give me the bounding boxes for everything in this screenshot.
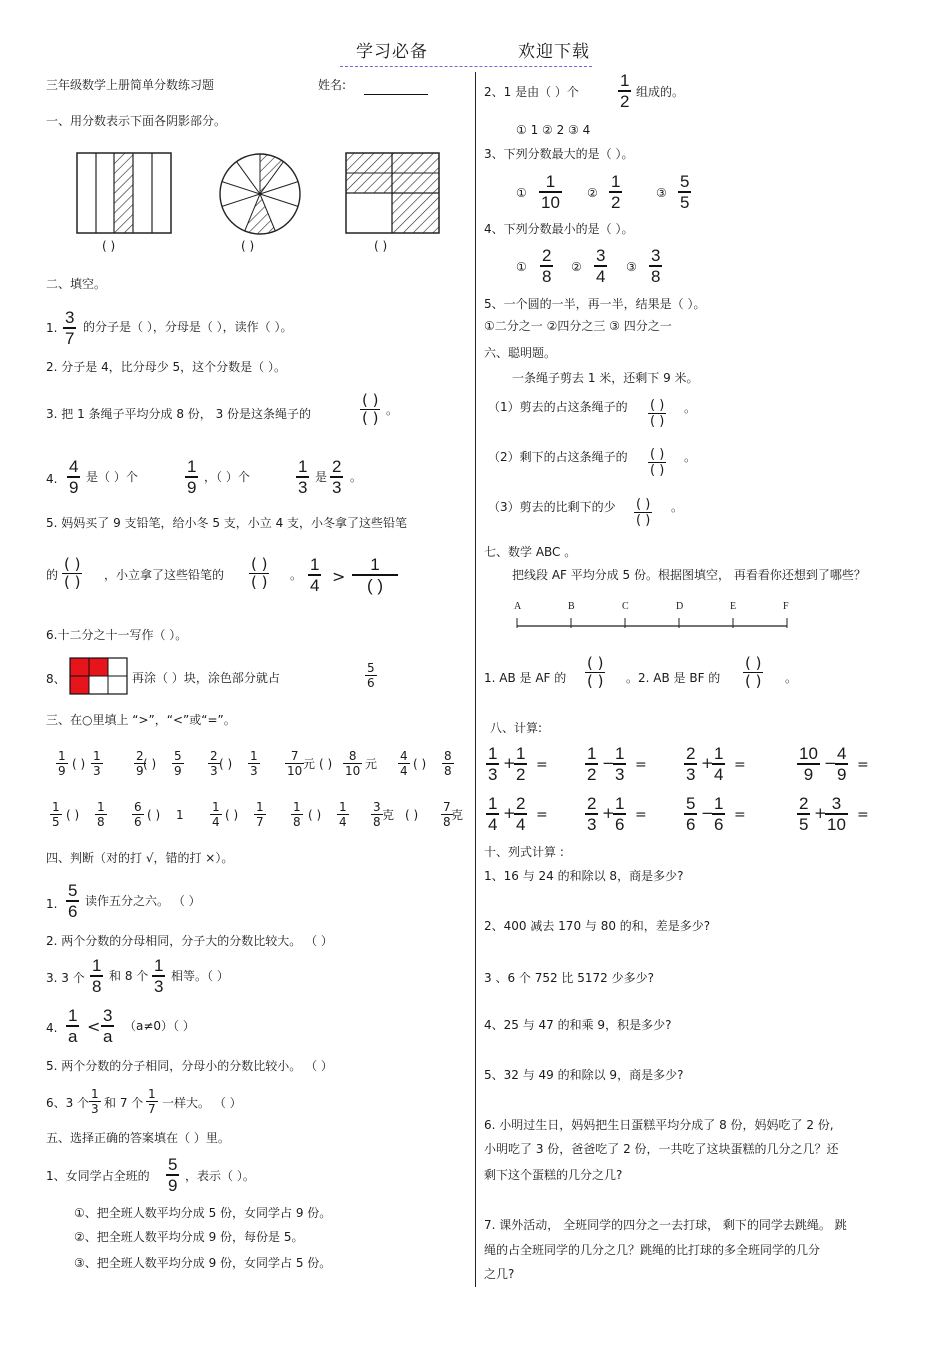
- fig1-answer[interactable]: ( ): [102, 239, 116, 253]
- s2-q4-frac4: 2 3: [332, 457, 342, 497]
- calc-5-equals: =: [536, 807, 548, 823]
- s3-r1-b5: 8 8: [444, 749, 452, 778]
- calc-7-operator: −: [701, 804, 714, 822]
- s3-r2-b4: 1 4: [339, 800, 347, 829]
- s4-q2: 2. 两个分数的分母相同，分子大的分数比较大。 （ ）: [46, 934, 333, 948]
- calc-3-equals: =: [734, 757, 746, 773]
- rect-strips-figure: [76, 152, 172, 234]
- square-grid-figure: [345, 152, 440, 234]
- s10-heading: 十、列式计算 :: [484, 845, 564, 859]
- s2-q2: 2. 分子是 4，比分母少 5，这个分数是（ ）。: [46, 360, 286, 374]
- s3-r2-a4: 1 8: [293, 800, 301, 829]
- s3-r2-unit5b: 克: [451, 808, 464, 822]
- s2-q1-num: 1.: [46, 321, 58, 335]
- point-a: A: [514, 601, 522, 612]
- s2-q4-c: 是: [315, 470, 328, 484]
- calc-5-operator: +: [503, 804, 516, 822]
- s3-r2-a5: 3 8: [373, 800, 381, 829]
- s5-q3-c2[interactable]: ②: [587, 186, 598, 200]
- s6-heading: 六、聪明题。: [484, 346, 557, 360]
- s3-r1-c4[interactable]: ( ): [319, 757, 333, 771]
- s3-r1-unit4: 元: [303, 757, 316, 771]
- s3-r1-c3[interactable]: ( ): [219, 757, 233, 771]
- s6-q3-end: 。: [671, 500, 684, 514]
- calc-8-frac-b: 3 10: [827, 794, 846, 834]
- s10-q4: 4、25 与 47 的和乘 9，积是多少?: [484, 1018, 672, 1032]
- s4-q1-text: 读作五分之六。 （ ）: [85, 894, 201, 908]
- s4-q5: 5. 两个分数的分子相同，分母小的分数比较小。 （ ）: [46, 1059, 333, 1073]
- s6-q2-answer[interactable]: ( ) ( ): [650, 447, 665, 478]
- calc-6-operator: +: [602, 804, 615, 822]
- s10-q1: 1、16 与 24 的和除以 8，商是多少?: [484, 869, 684, 883]
- s4-q3-a: 3. 3 个: [46, 971, 85, 985]
- s3-r1-c5[interactable]: ( ): [413, 757, 427, 771]
- calc-1-operator: +: [503, 754, 516, 772]
- s7-q-b: 。2. AB 是 BF 的: [626, 671, 721, 685]
- s10-q3: 3 、6 个 752 比 5172 少多少?: [484, 971, 654, 985]
- s4-q6-frac2: 1 7: [148, 1087, 156, 1116]
- s5-q1-opt3[interactable]: ③、把全班人数平均分成 9 份，女同学占 5 份。: [74, 1256, 332, 1270]
- circle-figure: [219, 153, 301, 235]
- fig3-answer[interactable]: ( ): [374, 239, 388, 253]
- calc-1-frac-b: 1 2: [516, 744, 526, 784]
- point-d: D: [676, 601, 684, 612]
- s3-r2-c5[interactable]: ( ): [405, 808, 419, 822]
- s5-q3-frac2: 1 2: [611, 172, 621, 212]
- s7-q-end: 。: [785, 671, 798, 685]
- s2-q5-op: >: [332, 567, 346, 586]
- s2-q8-num: 8、: [46, 672, 66, 686]
- s5-q5-options[interactable]: ①二分之一 ②四分之三 ③ 四分之一: [484, 319, 672, 333]
- s3-r2-b2: 1: [176, 808, 184, 822]
- s4-q3-frac1: 1 8: [92, 956, 102, 996]
- calc-2-frac-a: 1 2: [587, 744, 597, 784]
- s6-q2: （2）剩下的占这条绳子的: [488, 450, 628, 464]
- s3-r2-c4[interactable]: ( ): [308, 808, 322, 822]
- calc-6-frac-b: 1 6: [615, 794, 625, 834]
- s10-q6-line1: 6. 小明过生日，妈妈把生日蛋糕平均分成了 8 份，妈妈吃了 2 份,: [484, 1118, 834, 1132]
- s10-q7-line1: 7. 课外活动， 全班同学的四分之一去打球， 剩下的同学去跳绳。 跳: [484, 1218, 847, 1232]
- s5-q4-c3[interactable]: ③: [626, 260, 637, 274]
- s5-q4-frac3: 3 8: [651, 246, 661, 286]
- s2-q5-blank2[interactable]: ( ) ( ): [251, 555, 268, 591]
- s5-q1-opt2[interactable]: ②、把全班人数平均分成 9 份，每份是 5。: [74, 1230, 304, 1244]
- s5-q2-options[interactable]: ① 1 ② 2 ③ 4: [516, 123, 591, 137]
- s3-r1-unit4b: 元: [365, 757, 378, 771]
- s4-q1-num: 1.: [46, 897, 58, 911]
- s6-q2-end: 。: [684, 450, 697, 464]
- s5-q4-c2[interactable]: ②: [571, 260, 582, 274]
- s3-r1-a4: 7 10: [287, 749, 303, 778]
- s4-q3-b: 和 8 个: [109, 969, 149, 983]
- s3-r1-b1: 1 3: [93, 749, 101, 778]
- calc-8-frac-a: 2 5: [799, 794, 809, 834]
- s4-q4-op: <: [87, 1017, 101, 1036]
- column-divider: [475, 72, 476, 1287]
- calc-3-operator: +: [701, 754, 714, 772]
- s2-q1-fraction: 3 7: [65, 308, 75, 348]
- s3-r2-c2[interactable]: ( ): [147, 808, 161, 822]
- s4-q6-frac1: 1 3: [91, 1087, 99, 1116]
- s3-heading: 三、在○里填上 “>”，“<”或“=”。: [46, 713, 236, 727]
- s5-q1-frac: 5 9: [168, 1155, 178, 1195]
- segment-af-figure: [512, 600, 792, 632]
- s6-q1-answer[interactable]: ( ) ( ): [650, 398, 665, 429]
- s4-q1-frac: 5 6: [68, 881, 78, 921]
- s5-q1-text: 1、女同学占全班的: [46, 1169, 150, 1183]
- page-title: 三年级数学上册简单分数练习题: [46, 78, 215, 92]
- header-right: 欢迎下载: [518, 42, 590, 62]
- s2-q4-frac1: 4 9: [69, 457, 79, 497]
- s5-q1-opt1[interactable]: ①、把全班人数平均分成 5 份，女同学占 9 份。: [74, 1206, 332, 1220]
- s2-q5-mid: ，小立拿了这些铅笔的: [104, 568, 225, 582]
- s7-heading: 七、数学 ABC 。: [484, 545, 577, 559]
- header-left: 学习必备: [356, 42, 428, 62]
- s4-q6-a: 6、3 个: [46, 1096, 90, 1110]
- s10-q7-line2: 绳的占全班同学的几分之几？跳绳的比打球的多全班同学的几分: [484, 1243, 821, 1257]
- s2-q3-end: 。: [386, 403, 399, 417]
- s5-q4-text: 4、下列分数最小的是（ ）。: [484, 222, 634, 236]
- s4-q4-frac2: 3 a: [103, 1006, 113, 1046]
- point-b: B: [568, 601, 575, 612]
- s10-q6-line2: 小明吃了 3 份，爸爸吃了 2 份，一共吃了这块蛋糕的几分之几？还: [484, 1142, 839, 1156]
- calc-4-frac-a: 10 9: [799, 744, 818, 784]
- s2-q4-frac2: 1 9: [187, 457, 197, 497]
- name-label: 姓名:: [318, 78, 347, 92]
- s4-q3-frac2: 1 3: [154, 956, 164, 996]
- calc-4-operator: −: [824, 754, 837, 772]
- calc-5-frac-b: 2 4: [516, 794, 526, 834]
- s7-q2-answer[interactable]: ( ) ( ): [745, 654, 762, 690]
- calc-6-frac-a: 2 3: [587, 794, 597, 834]
- calc-4-frac-b: 4 9: [837, 744, 847, 784]
- s2-q8-frac: 5 6: [367, 661, 375, 690]
- calc-7-frac-a: 5 6: [686, 794, 696, 834]
- s6-q3: （3）剪去的比剩下的少: [488, 500, 616, 514]
- s3-r2-c1[interactable]: ( ): [66, 808, 80, 822]
- s5-q1-end: ，表示（ ）。: [185, 1169, 255, 1183]
- s5-q4-c1[interactable]: ①: [516, 260, 527, 274]
- s6-intro: 一条绳子剪去 1 米，还剩下 9 米。: [512, 371, 699, 385]
- s2-q3-answer[interactable]: ( ) ( ): [362, 391, 379, 427]
- s5-q3-frac3: 5 5: [680, 172, 690, 212]
- s5-q4-frac1: 2 8: [542, 246, 552, 286]
- calc-2-operator: −: [602, 754, 615, 772]
- s3-r1-a3: 2 3: [210, 749, 218, 778]
- fig2-answer[interactable]: ( ): [241, 239, 255, 253]
- s10-q2: 2、400 减去 170 与 80 的和，差是多少?: [484, 919, 711, 933]
- s3-r1-a2: 2 9: [136, 749, 144, 778]
- calc-2-frac-b: 1 3: [615, 744, 625, 784]
- s2-heading: 二、填空。: [46, 277, 107, 291]
- s5-q2-frac: 1 2: [620, 71, 630, 111]
- calc-4-equals: =: [857, 757, 869, 773]
- s3-r1-b2: 5 9: [174, 749, 182, 778]
- calc-1-frac-a: 1 3: [488, 744, 498, 784]
- s5-q5-text: 5、一个圆的一半，再一半，结果是（ ）。: [484, 297, 706, 311]
- s6-q1: （1）剪去的占这条绳子的: [488, 400, 628, 414]
- s2-q1-text: 的分子是（ ），分母是（ ），读作（ ）。: [83, 320, 293, 334]
- s2-q4-frac3: 1 3: [298, 457, 308, 497]
- s10-q7-line3: 之几?: [484, 1267, 515, 1281]
- s3-r1-c1[interactable]: ( ): [72, 757, 86, 771]
- s5-q2-b: 组成的。: [636, 85, 685, 99]
- s2-q3-text: 3. 把 1 条绳子平均分成 8 份， 3 份是这条绳子的: [46, 407, 312, 421]
- header-divider: [340, 66, 592, 67]
- s3-r2-b1: 1 8: [97, 800, 105, 829]
- calc-7-equals: =: [734, 807, 746, 823]
- s4-heading: 四、判断（对的打 √，错的打 ×）。: [46, 851, 234, 865]
- s10-q5: 5、32 与 49 的和除以 9，商是多少?: [484, 1068, 684, 1082]
- s3-r2-a2: 6 6: [134, 800, 142, 829]
- calc-1-equals: =: [536, 757, 548, 773]
- s3-r1-b3: 1 3: [250, 749, 258, 778]
- s5-heading: 五、选择正确的答案填在（ ）里。: [46, 1131, 230, 1145]
- s5-q2-a: 2、1 是由（ ）个: [484, 85, 579, 99]
- point-f: F: [783, 601, 789, 612]
- s8-heading: 八、计算:: [490, 721, 543, 735]
- calc-8-operator: +: [814, 804, 827, 822]
- s2-q5-line1: 5. 妈妈买了 9 支铅笔，给小冬 5 支，小立 4 支，小冬拿了这些铅笔: [46, 516, 408, 530]
- s3-r2-b5: 7 8: [443, 800, 451, 829]
- s3-r1-a5: 4 4: [400, 749, 408, 778]
- point-c: C: [622, 601, 629, 612]
- s2-q5-cmp-frac: 1 4: [310, 555, 320, 595]
- s7-q1-answer[interactable]: ( ) ( ): [587, 654, 604, 690]
- point-e: E: [730, 601, 737, 612]
- s5-q3-frac1: 1 10: [541, 172, 560, 212]
- s5-q4-frac2: 3 4: [596, 246, 606, 286]
- s2-q4-b: ，（ ）个: [204, 470, 250, 484]
- name-blank: [364, 94, 428, 95]
- s2-q5-end: 。: [290, 568, 303, 582]
- calc-8-equals: =: [857, 807, 869, 823]
- s4-q4-num: 4.: [46, 1021, 58, 1035]
- s2-q4-num: 4.: [46, 472, 58, 486]
- s3-r2-c3[interactable]: ( ): [225, 808, 239, 822]
- s3-r2-b3: 1 7: [256, 800, 264, 829]
- s5-q3-c1[interactable]: ①: [516, 186, 527, 200]
- s7-q-a: 1. AB 是 AF 的: [484, 671, 567, 685]
- calc-5-frac-a: 1 4: [488, 794, 498, 834]
- s5-q3-text: 3、下列分数最大的是（ ）。: [484, 147, 634, 161]
- s2-q8-text: 再涂（ ）块，涂色部分就占: [132, 671, 280, 685]
- calc-3-frac-b: 1 4: [714, 744, 724, 784]
- s6-q1-end: 。: [684, 401, 697, 415]
- s2-q6: 6.十二分之十一写作（ ）。: [46, 628, 188, 642]
- s2-q5-blank1[interactable]: ( ) ( ): [64, 555, 81, 591]
- s2-q5-pre: 的: [46, 568, 59, 582]
- s10-q6-line3: 剩下这个蛋糕的几分之几?: [484, 1168, 623, 1182]
- s3-r1-c2[interactable]: ( ): [143, 757, 157, 771]
- s3-r2-a3: 1 4: [212, 800, 220, 829]
- s4-q6-b: 和 7 个: [104, 1096, 144, 1110]
- s5-q3-c3[interactable]: ③: [656, 186, 667, 200]
- s6-q3-answer[interactable]: ( ) ( ): [636, 497, 651, 528]
- s3-r1-a1: 1 9: [58, 749, 66, 778]
- s3-r2-unit5: 克: [382, 808, 395, 822]
- s3-r2-a1: 1 5: [52, 800, 60, 829]
- calc-3-frac-a: 2 3: [686, 744, 696, 784]
- calc-7-frac-b: 1 6: [714, 794, 724, 834]
- s2-q4-end: 。: [350, 470, 363, 484]
- calc-6-equals: =: [635, 807, 647, 823]
- s2-q8-grid: [69, 657, 128, 695]
- calc-2-equals: =: [635, 757, 647, 773]
- s4-q6-c: 一样大。 （ ）: [162, 1096, 242, 1110]
- s4-q4-text: （a≠0）（ ）: [124, 1019, 195, 1033]
- s7-intro: 把线段 AF 平均分成 5 份。根据图填空， 再看看你还想到了哪些？: [512, 568, 866, 582]
- s4-q4-frac1: 1 a: [68, 1006, 78, 1046]
- s1-heading: 一、用分数表示下面各阴影部分。: [46, 114, 227, 128]
- s4-q3-c: 相等。（ ）: [171, 969, 229, 983]
- s2-q4-a: 是（ ）个: [86, 470, 138, 484]
- s2-q5-cmp2-frac[interactable]: 1 ( ): [352, 556, 398, 594]
- s3-r1-b4: 8 10: [345, 749, 361, 778]
